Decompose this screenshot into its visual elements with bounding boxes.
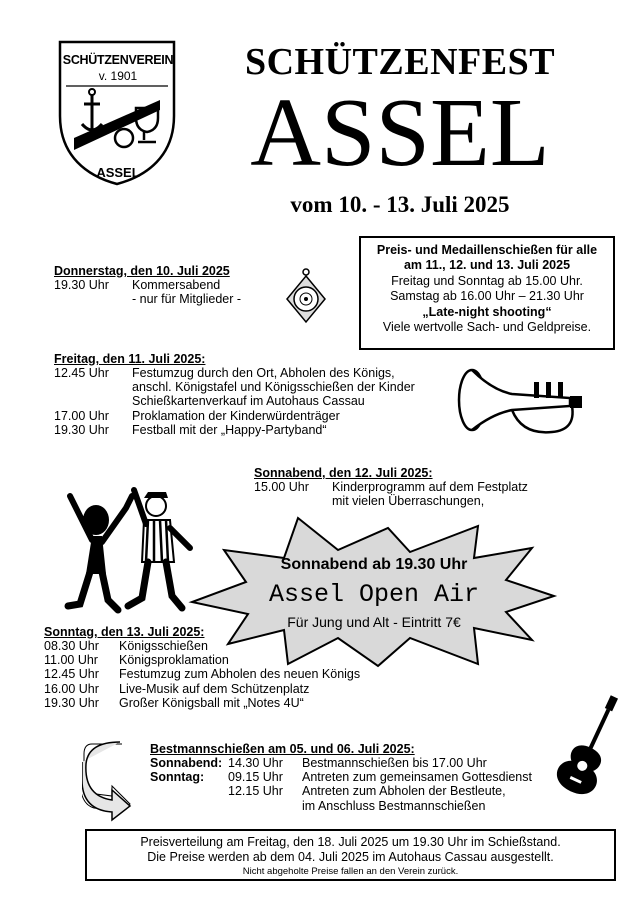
page-title: SCHÜTZENFEST: [244, 41, 556, 83]
medal-icon: [283, 268, 329, 324]
crest-place: ASSEL: [96, 165, 140, 180]
schedule-row: [54, 423, 415, 437]
event: Königsschießen: [119, 639, 208, 653]
event: Bestmannschießen bis 17.00 Uhr: [302, 756, 487, 770]
guitar-icon: [556, 690, 628, 800]
crest-year: v. 1901: [98, 69, 138, 83]
open-air-entry: Für Jung und Alt - Eintritt 7€: [287, 614, 461, 630]
day: Sonnabend:: [150, 756, 223, 770]
thursday-section: [54, 264, 241, 306]
curved-arrow-icon: [82, 740, 132, 822]
prize-info-box: [359, 236, 615, 350]
event: Kommersabend: [132, 278, 221, 292]
time: 12.45 Uhr: [54, 366, 109, 380]
prize-line-6: Viele wertvolle Sach- und Geldpreise.: [382, 320, 592, 335]
time: 12.15 Uhr: [228, 784, 283, 799]
bestmann-section: [150, 742, 532, 813]
footer-line-3: Nicht abgeholte Preise fallen an den Verein zurück.: [242, 866, 459, 877]
schedule-row: [254, 480, 528, 494]
event: Antreten zum gemeinsamen Gottesdienst: [302, 770, 532, 785]
event-dates: vom 10. - 13. Juli 2025: [290, 192, 510, 217]
event: Festball mit der „Happy-Partyband“: [132, 422, 327, 437]
sunday-heading: Sonntag, den 13. Juli 2025:: [44, 625, 205, 639]
event: mit vielen Überraschungen,: [332, 494, 485, 509]
schedule-row: [54, 292, 241, 306]
event: Antreten zum Abholen der Bestleute,: [302, 784, 506, 799]
schedule-row: [150, 799, 532, 813]
schedule-row: [150, 756, 532, 770]
time: 19.30 Uhr: [54, 422, 109, 437]
event: Festumzug zum Abholen des neuen Königs: [119, 667, 361, 682]
time: 14.30 Uhr: [228, 756, 283, 770]
schedule-row: [150, 770, 532, 784]
event: anschl. Königstafel und Königsschießen der Kinder: [132, 380, 415, 395]
event: im Anschluss Bestmannschießen: [302, 798, 486, 813]
prize-line-3: Freitag und Sonntag ab 15.00 Uhr.: [391, 273, 583, 288]
event: Schießkartenverkauf im Autohaus Cassau: [132, 394, 365, 409]
footer-box: [85, 829, 616, 881]
schedule-row: [150, 784, 532, 798]
schedule-row: [54, 278, 241, 292]
time: 16.00 Uhr: [44, 681, 99, 696]
day: Sonntag:: [150, 770, 205, 785]
schedule-row: [54, 394, 415, 408]
dancers-icon: [62, 478, 202, 618]
bestmann-heading: Bestmannschießen am 05. und 06. Juli 2025:: [150, 742, 415, 756]
schedule-row: [54, 409, 415, 423]
thursday-heading: Donnerstag, den 10. Juli 2025: [54, 264, 230, 278]
footer-line-2: Die Preise werden ab dem 04. Juli 2025 im Autohaus Cassau ausgestellt.: [147, 850, 554, 864]
time: 17.00 Uhr: [54, 408, 109, 423]
event: - nur für Mitglieder -: [132, 292, 242, 307]
friday-section: [54, 352, 415, 437]
time: 11.00 Uhr: [44, 653, 98, 668]
saturday-section: [254, 466, 528, 508]
trumpet-icon: [452, 360, 587, 450]
schedule-row: [44, 639, 360, 653]
time: 19.30 Uhr: [54, 278, 109, 292]
event: Königsproklamation: [119, 653, 229, 668]
open-air-time: Sonnabend ab 19.30 Uhr: [280, 556, 468, 573]
time: 09.15 Uhr: [228, 770, 283, 785]
schedule-row: [54, 380, 415, 394]
event: Kinderprogramm auf dem Festplatz: [332, 480, 528, 494]
time: 12.45 Uhr: [44, 667, 99, 682]
schedule-row: [254, 494, 528, 508]
footer-line-1: Preisverteilung am Freitag, den 18. Juli 2025 um 19.30 Uhr im Schießstand.: [140, 835, 561, 849]
event: Proklamation der Kinderwürdenträger: [132, 408, 340, 423]
time: 19.30 Uhr: [44, 695, 99, 710]
schedule-row: [44, 696, 360, 710]
prize-line-5: „Late-night shooting“: [422, 304, 552, 319]
friday-heading: Freitag, den 11. Juli 2025:: [54, 352, 206, 366]
crest-name: SCHÜTZENVEREIN: [62, 53, 174, 67]
time: 15.00 Uhr: [254, 480, 309, 494]
prize-line-4: Samstag ab 16.00 Uhr – 21.30 Uhr: [390, 289, 584, 304]
schedule-row: [44, 653, 360, 667]
prize-line-1: Preis- und Medaillenschießen für alle: [376, 243, 598, 257]
open-air-title: Assel Open Air: [268, 580, 480, 609]
town-title: ASSEL: [250, 79, 550, 187]
event: Festumzug durch den Ort, Abholen des Königs,: [132, 366, 395, 380]
schedule-row: [44, 667, 360, 681]
schedule-row: [44, 682, 360, 696]
event: Großer Königsball mit „Notes 4U“: [119, 695, 304, 710]
prize-line-2: am 11., 12. und 13. Juli 2025: [403, 258, 571, 273]
sunday-section: [44, 625, 360, 710]
event: Live-Musik auf dem Schützenplatz: [119, 681, 310, 696]
schedule-row: [54, 366, 415, 380]
time: 08.30 Uhr: [44, 639, 99, 653]
saturday-heading: Sonnabend, den 12. Juli 2025:: [254, 466, 433, 480]
